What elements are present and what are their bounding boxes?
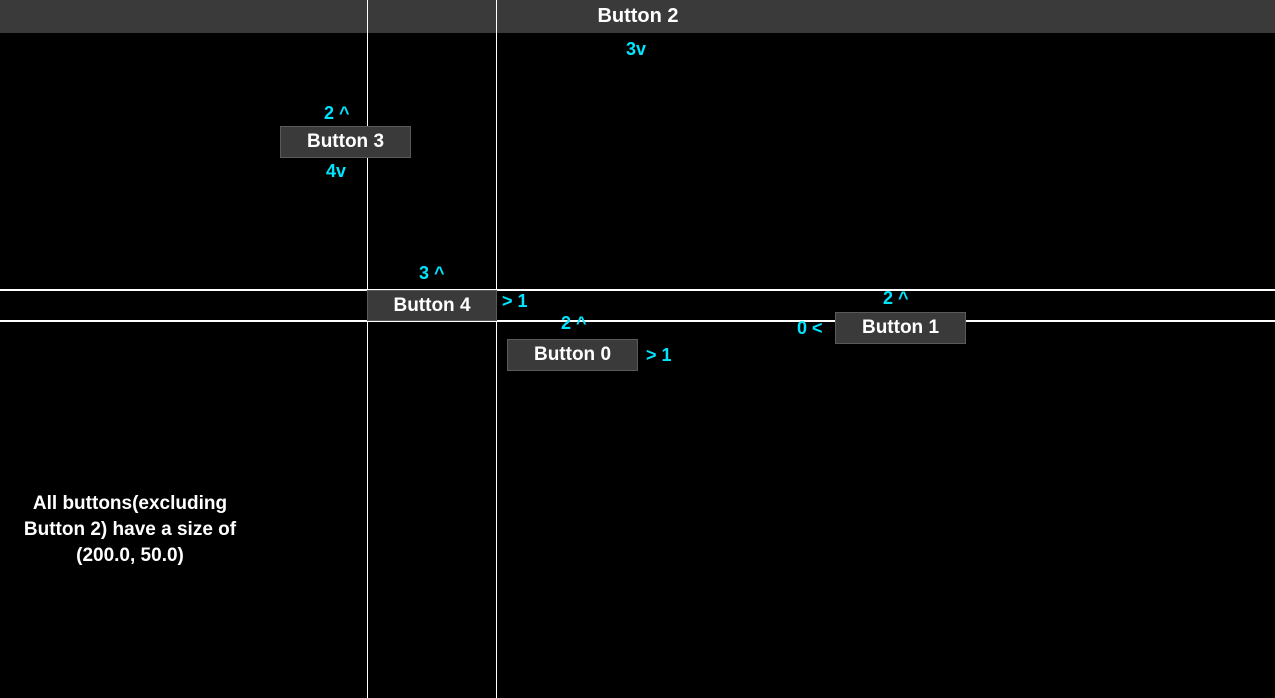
button-4-up-nav-label: 3 ^ <box>419 263 445 283</box>
horizontal-guide-line-top <box>0 289 1275 291</box>
vertical-guide-line-left <box>367 0 368 698</box>
button-3-up-nav-label: 2 ^ <box>324 103 350 123</box>
button-2-down-nav-label: 3v <box>626 39 647 59</box>
button-4-right-nav-label: > 1 <box>502 291 528 311</box>
button-4[interactable]: Button 4 <box>367 290 497 321</box>
button-0-right-nav-label: > 1 <box>646 345 672 365</box>
button-0[interactable]: Button 0 <box>507 339 638 371</box>
horizontal-guide-line-bottom <box>0 320 1275 322</box>
button-2[interactable]: Button 2 <box>597 4 679 27</box>
button-1[interactable]: Button 1 <box>835 312 966 344</box>
button-3-down-nav-label: 4v <box>326 161 347 181</box>
button-size-note <box>10 491 250 569</box>
note-line-2: Button 2) have a size of <box>23 519 237 540</box>
button-3[interactable]: Button 3 <box>280 126 411 158</box>
note-line-3: (200.0, 50.0) <box>76 545 184 566</box>
button-0-up-nav-label: 2 ^ <box>561 313 587 333</box>
note-line-1: All buttons(excluding <box>32 493 228 514</box>
vertical-guide-line-right <box>496 0 497 698</box>
button-1-left-nav-label: 0 < <box>797 318 823 338</box>
button-1-up-nav-label: 2 ^ <box>883 288 909 308</box>
